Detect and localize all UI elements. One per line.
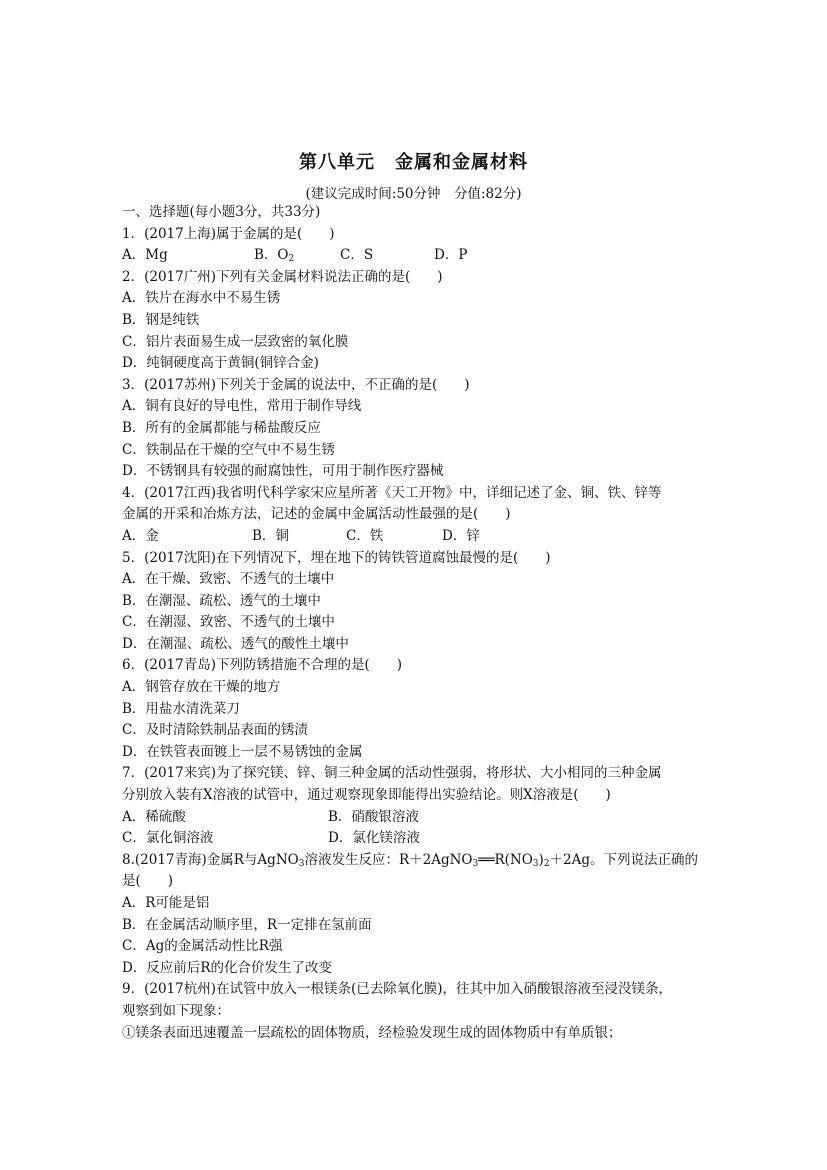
option-b: B．$O_2$	[254, 247, 295, 265]
option-c: C．铁	[346, 527, 384, 544]
option-c: C．氯化铜溶液	[122, 830, 214, 847]
option-b: B．所有的金属都能与稀盐酸反应	[122, 419, 321, 436]
option-a: A．Mg	[122, 247, 168, 264]
option-a: A．在干燥、致密、不透气的土壤中	[122, 571, 335, 588]
option-a: A．R可能是铝	[122, 895, 210, 911]
option-c: C．在潮湿、致密、不透气的土壤中	[122, 614, 335, 631]
question-7-stem-cont: 分别放入装有X溶液的试管中，通过观察现象即能得出实验结论。则X溶液是( )	[122, 787, 611, 804]
option-a: A．金	[122, 527, 159, 544]
option-c: C．S	[340, 247, 374, 264]
option-b: B．用盐水清洗菜刀	[122, 700, 240, 717]
question-5-stem: 5．(2017沈阳)在下列情况下，埋在地下的铸铁管道腐蚀最慢的是( )	[122, 549, 551, 566]
option-c: C．及时清除铁制品表面的锈渍	[122, 722, 308, 739]
question-4-options	[122, 526, 712, 548]
option-b: B．钢是纯铁	[122, 311, 200, 328]
option-c: C．铁制品在干燥的空气中不易生锈	[122, 441, 335, 458]
option-a: A．稀硫酸	[122, 808, 186, 825]
option-d: D．纯铜硬度高于黄铜(铜锌合金)	[122, 355, 319, 372]
option-d: D．在潮湿、疏松、透气的酸性土壤中	[122, 635, 349, 652]
title-unit: 第八单元	[299, 152, 375, 173]
title-topic: 金属和金属材料	[395, 152, 528, 173]
page-title	[0, 148, 827, 174]
option-d: D．P	[434, 247, 468, 264]
option-d: D．不锈钢具有较强的耐腐蚀性，可用于制作医疗器械	[122, 463, 444, 480]
option-b: B．硝酸银溶液	[328, 808, 419, 825]
question-4-stem: 4．(2017江西)我省明代科学家宋应星所著《天工开物》中，详细记述了金、铜、铁、锌等	[122, 484, 662, 501]
option-c: C．Ag的金属活动性比R强	[122, 938, 283, 955]
option-d: D．在铁管表面镀上一层不易锈蚀的金属	[122, 743, 363, 760]
option-a: A．铁片在海水中不易生锈	[122, 290, 281, 307]
question-2-stem: 2．(2017广州)下列有关金属材料说法正确的是( )	[122, 268, 443, 285]
question-1-stem: 1．(2017上海)属于金属的是( )	[122, 225, 335, 242]
question-1-options	[122, 245, 712, 267]
question-3-stem: 3．(2017苏州)下列关于金属的说法中，不正确的是( )	[122, 376, 470, 393]
option-b: B．铜	[252, 527, 289, 544]
option-d: D．锌	[442, 527, 480, 544]
option-d: D．反应前后R的化合价发生了改变	[122, 959, 332, 976]
section-heading: 一、选择题(每小题3分，共33分)	[122, 204, 321, 220]
question-4-stem-cont: 金属的开采和冶炼方法，记述的金属中金属活动性最强的是( )	[122, 506, 511, 523]
question-9-observation-1: ①镁条表面迅速覆盖一层疏松的固体物质，经检验发现生成的固体物质中有单质银；	[122, 1024, 622, 1041]
question-9-stem-cont: 观察到如下现象：	[122, 1002, 230, 1019]
option-c: C．铝片表面易生成一层致密的氧化膜	[122, 333, 349, 350]
option-d: D．氯化镁溶液	[328, 830, 420, 847]
question-7-options-cd	[122, 828, 712, 850]
option-b: B．在潮湿、疏松、透气的土壤中	[122, 592, 321, 609]
question-7-options-ab	[122, 807, 712, 829]
question-8-stem: 8.(2017青海)金属R与AgNO$_3$溶液发生反应：$R+2AgNO_3══R(NO_3)_2+2Ag$。下列说法正确的	[122, 851, 699, 869]
option-b: B．在金属活动顺序里，R一定排在氢前面	[122, 916, 372, 933]
question-8-stem-cont: 是( )	[122, 873, 174, 890]
option-a: A．铜有良好的导电性，常用于制作导线	[122, 398, 362, 415]
question-6-stem: 6．(2017青岛)下列防锈措施不合理的是( )	[122, 657, 403, 674]
option-a: A．钢管存放在干燥的地方	[122, 679, 281, 696]
question-7-stem: 7．(2017来宾)为了探究镁、锌、铜三种金属的活动性强弱，将形状、大小相同的三种金属	[122, 765, 662, 782]
question-list	[122, 202, 712, 1044]
time-score-note: (建议完成时间:50分钟 分值:82分)	[305, 186, 522, 202]
question-9-stem: 9．(2017杭州)在试管中放入一根镁条(已去除氧化膜)，往其中加入硝酸银溶液至浸没镁条，	[122, 981, 673, 998]
